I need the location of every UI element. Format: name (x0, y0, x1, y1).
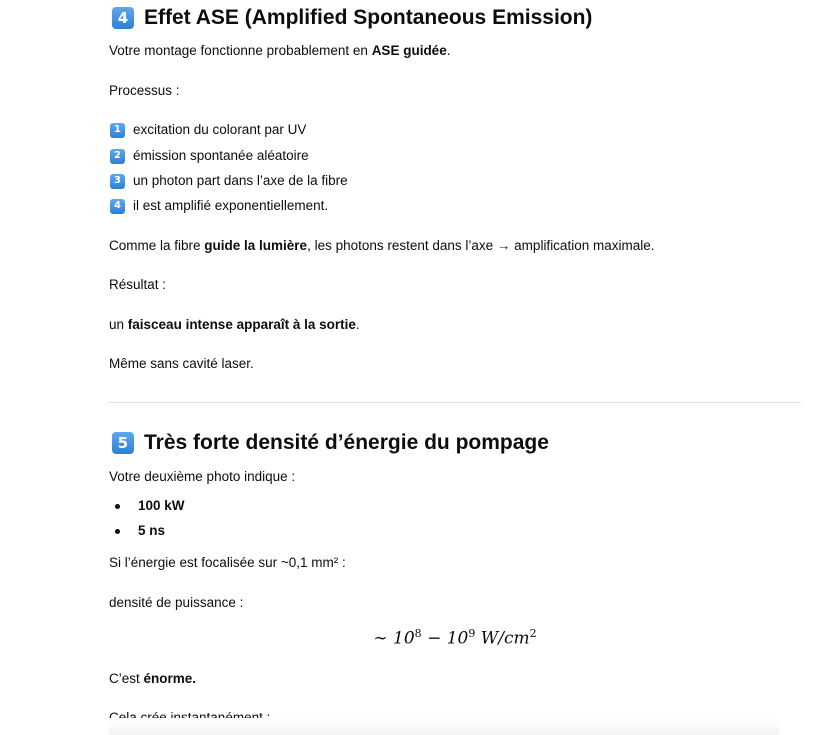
section-4-heading (109, 0, 592, 36)
section-divider (109, 402, 801, 403)
ase-intro-bold: ASE guidée (371, 43, 447, 58)
result-sentence (109, 315, 360, 335)
bullet-item-power (138, 496, 185, 516)
formula-exponent: 9 (468, 627, 476, 640)
result-end: . (355, 317, 360, 332)
ase-intro-text: Votre montage fonctionne probablement en (109, 43, 372, 58)
section-5-title: Très forte densité d’énergie du pompage (144, 431, 549, 454)
ase-intro (109, 41, 450, 61)
fiber-guide-text: Comme la fibre (109, 238, 205, 253)
process-step-3 (109, 171, 348, 191)
keycap-4-small-icon: 4 (110, 199, 125, 214)
density-label: densité de puissance : (109, 595, 244, 610)
process-step-2 (109, 146, 309, 166)
process-step-1 (109, 120, 306, 140)
photo-indicates: Votre deuxième photo indique : (109, 469, 296, 484)
formula-exponent: 2 (529, 627, 537, 640)
process-step-text: émission spontanée aléatoire (133, 148, 309, 163)
process-step-text: un photon part dans l’axe de la fibre (133, 173, 348, 188)
formula-part: ∼ 10 (373, 628, 415, 649)
result-text: un (109, 317, 128, 332)
enorme-text: C’est (109, 671, 144, 686)
process-step-4 (109, 196, 328, 216)
process-step-text: excitation du colorant par UV (133, 122, 307, 137)
focus-sentence: Si l’énergie est focalisée sur ~0,1 mm² : (109, 555, 346, 570)
power-density-formula (109, 627, 801, 649)
no-cavity-sentence: Même sans cavité laser. (109, 356, 254, 371)
bullet-duration-text: 5 ns (138, 523, 166, 538)
result-bold: faisceau intense apparaît à la sortie (127, 317, 356, 332)
fiber-guide-sentence (109, 236, 654, 256)
formula-exponent: 8 (414, 627, 422, 640)
keycap-5-icon: 5 (112, 432, 134, 454)
enorme-bold: énorme. (143, 671, 197, 686)
bullet-dot (115, 529, 120, 534)
bullet-power-text: 100 kW (138, 498, 185, 513)
process-step-text: il est amplifié exponentiellement. (133, 198, 329, 213)
keycap-1-icon: 1 (110, 123, 125, 138)
enorme-sentence (109, 669, 196, 689)
bullet-dot (115, 504, 120, 509)
fiber-guide-bold: guide la lumière (204, 238, 308, 253)
section-5-heading (109, 425, 549, 461)
formula-part: − 10 (421, 628, 469, 649)
ase-intro-end: . (446, 43, 451, 58)
section-4-title: Effet ASE (Amplified Spontaneous Emission) (144, 6, 593, 29)
result-label: Résultat : (109, 277, 167, 292)
keycap-4-icon: 4 (112, 7, 134, 29)
bottom-fade (109, 718, 779, 735)
keycap-3-icon: 3 (110, 174, 125, 189)
formula-unit: W/cm (475, 628, 530, 649)
bullet-item-duration (138, 521, 165, 541)
process-label: Processus : (109, 83, 180, 98)
fiber-guide-end: , les photons restent dans l’axe → amplification maximale. (307, 238, 655, 253)
keycap-2-icon: 2 (110, 149, 125, 164)
